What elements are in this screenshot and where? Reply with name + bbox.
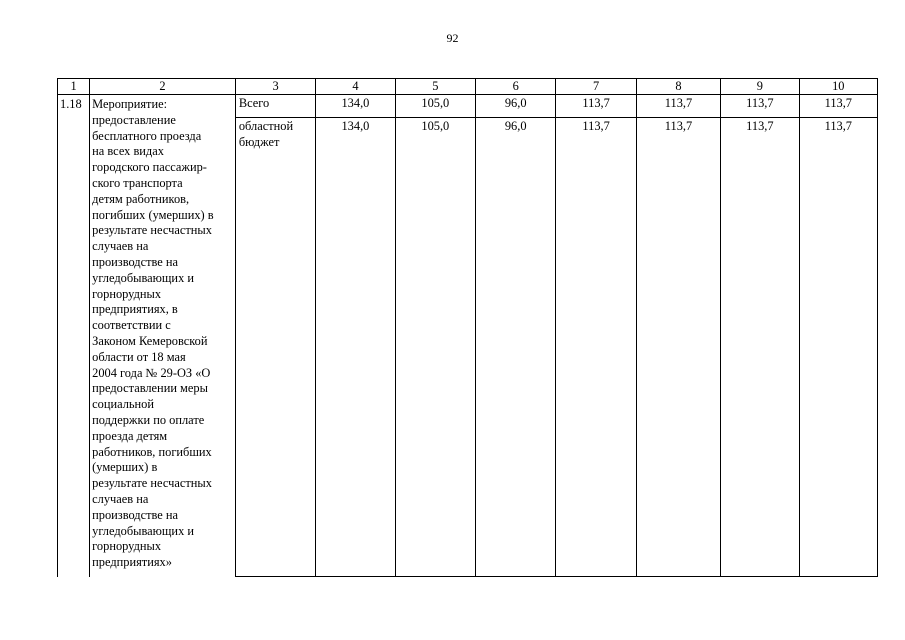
value-cell: 113,7 <box>636 95 720 118</box>
column-number: 6 <box>476 79 556 95</box>
value-cell: 113,7 <box>799 95 877 118</box>
column-number: 7 <box>556 79 636 95</box>
value-cell: 134,0 <box>316 95 395 118</box>
column-number: 8 <box>636 79 720 95</box>
value-cell: 113,7 <box>799 118 877 577</box>
value-cell: 105,0 <box>395 95 475 118</box>
value-cell: 96,0 <box>476 118 556 577</box>
column-number: 1 <box>58 79 90 95</box>
item-index: 1.18 <box>58 95 90 577</box>
column-number: 9 <box>721 79 799 95</box>
value-cell: 105,0 <box>395 118 475 577</box>
funding-source: областной бюджет <box>235 118 315 577</box>
value-cell: 113,7 <box>636 118 720 577</box>
value-cell: 134,0 <box>316 118 395 577</box>
column-number: 2 <box>90 79 236 95</box>
column-number: 4 <box>316 79 395 95</box>
page-number: 92 <box>446 31 459 45</box>
value-cell: 113,7 <box>556 95 636 118</box>
column-number: 10 <box>799 79 877 95</box>
column-number: 3 <box>235 79 315 95</box>
column-number-row <box>58 79 878 95</box>
table-row-total <box>58 95 878 118</box>
funding-source: Всего <box>235 95 315 118</box>
budget-table <box>57 78 878 577</box>
column-number: 5 <box>395 79 475 95</box>
value-cell: 113,7 <box>721 118 799 577</box>
value-cell: 113,7 <box>721 95 799 118</box>
item-description: Мероприятие: предоставление бесплатного проезда на всех видах городского пассажир- ского транспорта детям работников, погибших (умерших) в результате несчастных случаев на производстве на угледобывающих и горнорудных предприятиях, в соответствии с Законом Кемеровской области от 18 мая 2004 года № 29-ОЗ «О предоставлении меры социальной поддержки по оплате проезда детям работников, погибших (умерших) в результате несчастных случаев на производстве на угледобывающих и горнорудных предприятиях» <box>90 95 236 577</box>
value-cell: 113,7 <box>556 118 636 577</box>
value-cell: 96,0 <box>476 95 556 118</box>
